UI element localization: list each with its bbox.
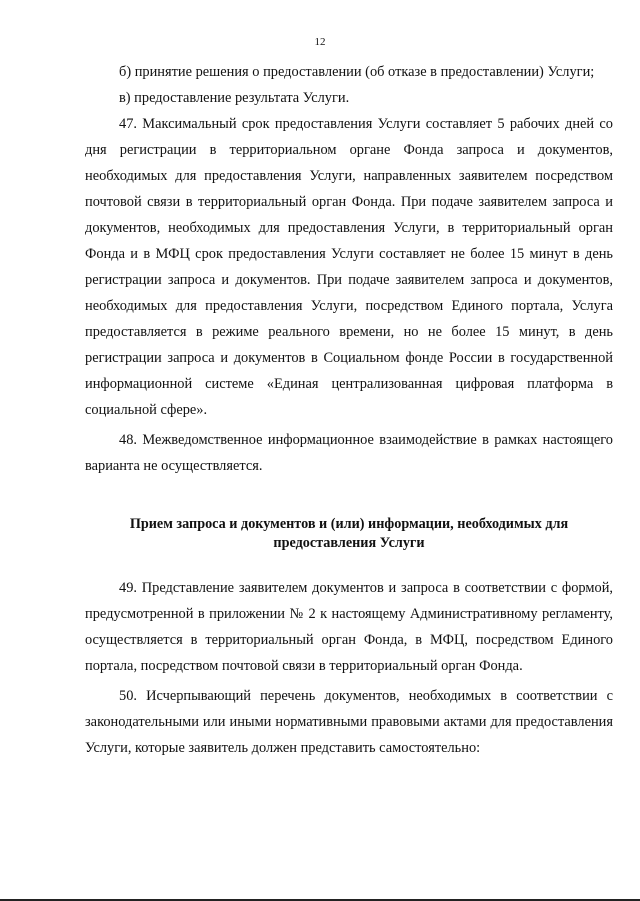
page-number: 12 bbox=[314, 36, 326, 48]
paragraph-47: 47. Максимальный срок предоставления Услуги составляет 5 рабочих дней со дня регистрации в территориальном органе Фонда запроса и документов, необходимых для предоставления Услуги, направленных заявителем посредством почтовой связи в территориальный орган Фонда. При подаче заявителем запроса и документов, необходимых для предоставления Услуги, в территориальный орган Фонда и в МФЦ срок предоставления Услуги составляет не более 15 минут в день регистрации запроса и документов. При подаче заявителем запроса и документов, необходимых для предоставления Услуги, посредством Единого портала, Услуга предоставляется в режиме реального времени, но не более 15 минут, в день регистрации запроса и документов в Социальном фонде России в государственной информационной системе «Единая централизованная цифровая платформа в социальной сфере». bbox=[85, 116, 613, 418]
paragraph-50: 50. Исчерпывающий перечень документов, необходимых в соответствии с законодательными или иными нормативными правовыми актами для предоставления Услуги, которые заявитель должен представить самостоятельно: bbox=[85, 688, 613, 756]
paragraph-49: 49. Представление заявителем документов и запроса в соответствии с формой, предусмотренной в приложении № 2 к настоящему Административному регламенту, осуществляется в территориальный орган Фонда, в МФЦ, посредством Единого портала, посредством почтовой связи в территориальный орган Фонда. bbox=[85, 580, 613, 674]
paragraph-b: б) принятие решения о предоставлении (об отказе в предоставлении) Услуги; bbox=[119, 64, 595, 80]
paragraph-v: в) предоставление результата Услуги. bbox=[119, 90, 350, 106]
section-heading bbox=[85, 515, 613, 553]
section-heading-line-1: Прием запроса и документов и (или) информации, необходимых для bbox=[129, 516, 569, 532]
paragraph-48: 48. Межведомственное информационное взаимодействие в рамках настоящего варианта не осуществляется. bbox=[85, 432, 613, 474]
document-body bbox=[85, 59, 613, 761]
section-heading-line-2: предоставления Услуги bbox=[273, 535, 425, 551]
